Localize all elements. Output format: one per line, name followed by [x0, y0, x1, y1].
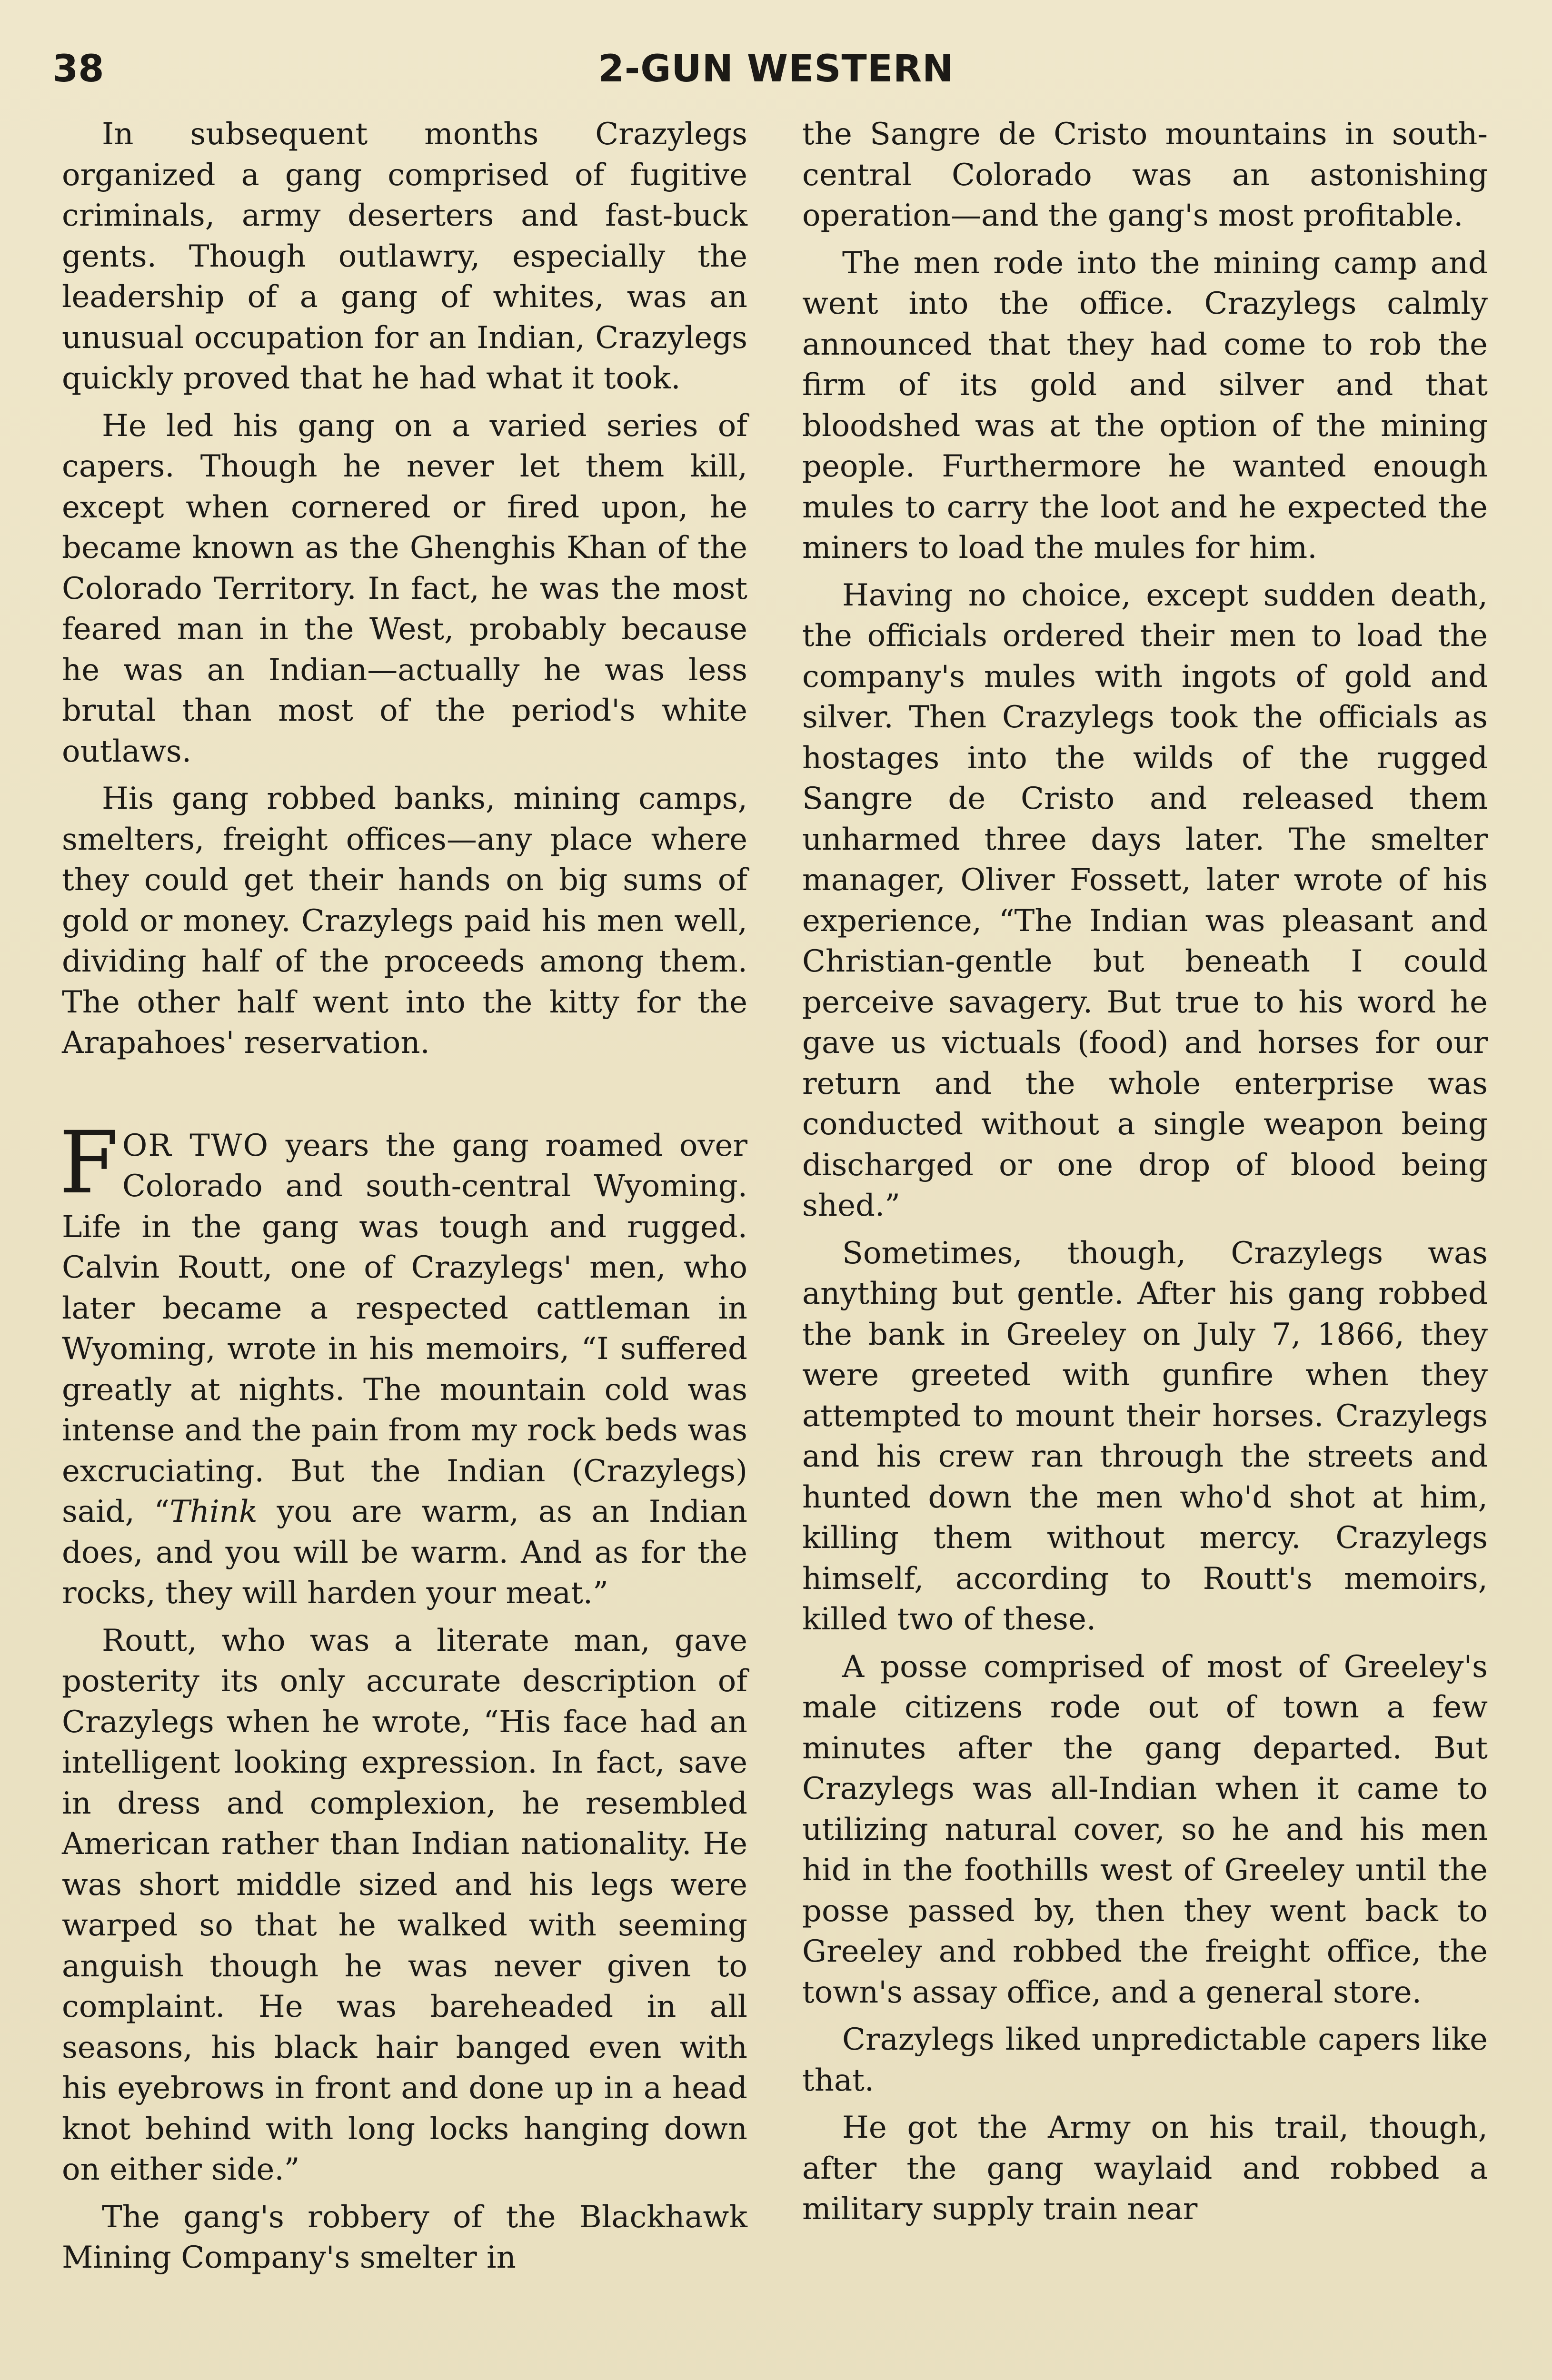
left-paragraph-5: Routt, who was a literate man, gave posterity its only accurate description of Crazylegs when he wrote, “His face had an intelligent looking expression. In fact, save in dress and complexion, he resembled American rather than Indian nationality. He was short middle sized and his legs were warped so that he walked with seeming anguish though he was never given to complaint. He was bareheaded in all seasons, his black hair banged even with his eyebrows in front and done up in a head knot behind with long locks hanging down on either side.” — [62, 1623, 747, 2187]
section-lead-in: OR TWO — [122, 1128, 269, 1163]
italic-word: Think — [169, 1494, 258, 1529]
right-paragraph-2: The men rode into the mining camp and went into the office. Crazylegs calmly announced that they had come to rob the firm of its gold and silver and that bloodshed was at the option of the mining people. Furthermore he wanted enough mules to carry the loot and he expected the miners to load the mules for him. — [802, 245, 1488, 565]
left-paragraph-6: The gang's robbery of the Blackhawk Mining Company's smelter in — [62, 2199, 747, 2275]
right-paragraph-3: Having no choice, except sudden death, the officials ordered their men to load the company's mules with ingots of gold and silver. Then Crazylegs took the officials as hostages into the wilds of the rugged Sangre de Cristo and released them unharmed three days later. The smelter manager, Oliver Fossett, later wrote of his experience, “The Indian was pleasant and Christian-gentle but beneath I could perceive savagery. But true to his word he gave us victuals (food) and horses for our return and the whole enterprise was conducted without a single weapon being discharged or one drop of blood being shed.” — [802, 577, 1488, 1223]
drop-cap: F — [59, 1113, 119, 1213]
right-paragraph-1: the Sangre de Cristo mountains in south-central Colorado was an astonishing operation—and the gang's most profitable. — [802, 117, 1488, 233]
right-column — [802, 114, 1488, 2237]
left-paragraph-2: He led his gang on a varied series of capers. Though he never let them kill, except when cornered or fired upon, he became known as the Ghenghis Khan of the Colorado Territory. In fact, he was the most feared man in the West, probably because he was an Indian—actually he was less brutal than most of the period's white outlaws. — [62, 408, 747, 769]
paragraph-text: years the gang roamed over Colorado and south-central Wyoming. Life in the gang was tough and rugged. Calvin Routt, one of Crazylegs' men, who later became a respected cattleman in Wyoming, wrote in his memoirs, “I suffered greatly at nights. The mountain cold was intense and the pain from my rock beds was excruciating. But the Indian (Crazylegs) said, “ — [62, 1128, 748, 1529]
paragraph-text-end: you are warm, as an Indian does, and you will be warm. And as for the rocks, they will harden your meat.” — [62, 1494, 748, 1611]
right-paragraph-7: He got the Army on his trail, though, after the gang waylaid and robbed a military supply train near — [802, 2110, 1488, 2227]
left-paragraph-1: In subsequent months Crazylegs organized a gang comprised of fugitive criminals, army deserters and fast-buck gents. Though outlawry, especially the leadership of a gang of whites, was an unusual occupation for an Indian, Crazylegs quickly proved that he had what it took. — [62, 117, 747, 396]
left-paragraph-3: His gang robbed banks, mining camps, smelters, freight offices—any place where they could get their hands on big sums of gold or money. Crazylegs paid his men well, dividing half of the proceeds among them. The other half went into the kitty for the Arapahoes' reservation. — [62, 781, 747, 1061]
left-column — [59, 114, 748, 2285]
left-paragraph-4 — [59, 1113, 748, 1614]
right-paragraph-5: A posse comprised of most of Greeley's male citizens rode out of town a few minutes after the gang departed. But Crazylegs was all-Indian when it came to utilizing natural cover, so he and his men hid in the foothills west of Greeley until the posse passed by, then they went back to Greeley and robbed the freight office, the town's assay office, and a general store. — [802, 1649, 1488, 2010]
magazine-title: 2-GUN WESTERN — [598, 48, 954, 90]
page-header — [52, 48, 1500, 100]
page-number: 38 — [52, 48, 104, 90]
right-paragraph-6: Crazylegs liked unpredictable capers like that. — [802, 2022, 1488, 2098]
right-paragraph-4: Sometimes, though, Crazylegs was anything but gentle. After his gang robbed the bank in Greeley on July 7, 1866, they were greeted with gunfire when they attempted to mount their horses. Crazylegs and his crew ran through the streets and hunted down the men who'd shot at him, killing them without mercy. Crazylegs himself, according to Routt's memoirs, killed two of these. — [802, 1235, 1488, 1637]
